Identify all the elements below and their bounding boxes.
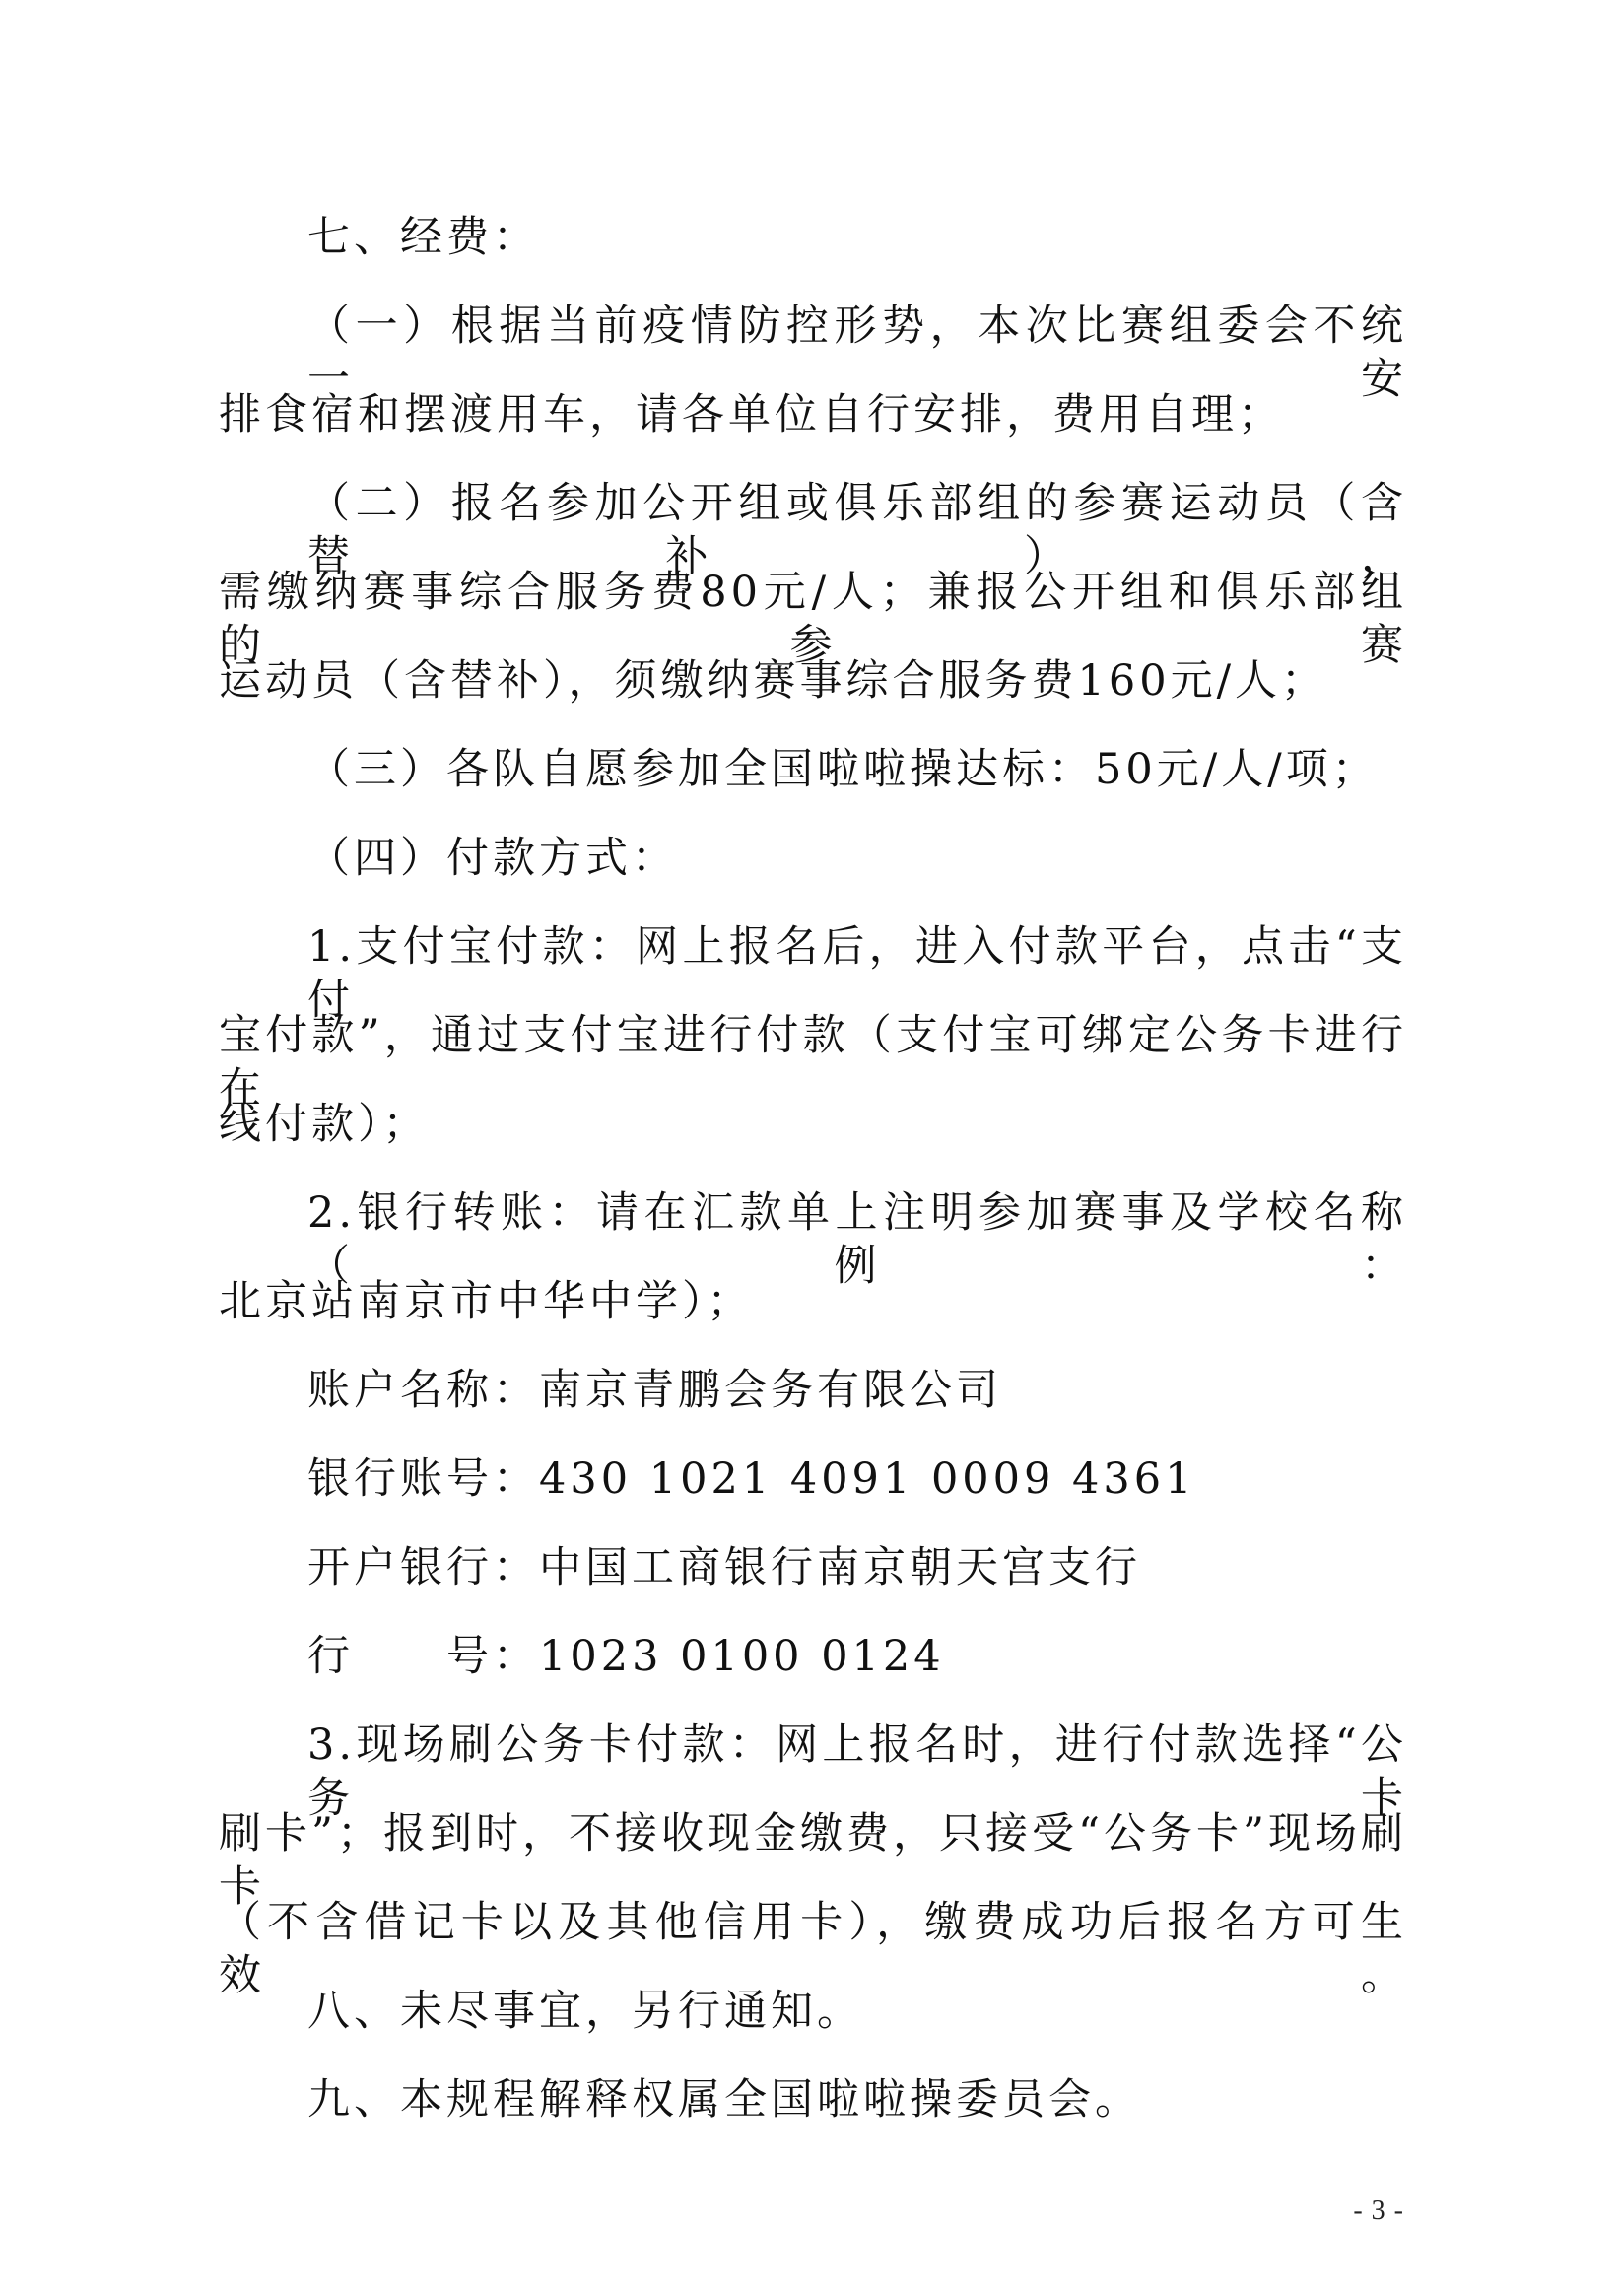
- page-number: - 3 -: [1353, 2195, 1404, 2226]
- paragraph-line: （四）付款方式：: [307, 834, 678, 883]
- bank-name-line: 开户银行：中国工商银行南京朝天宫支行: [307, 1543, 1141, 1592]
- payment-method-line: 2.银行转账：请在汇款单上注明参加赛事及学校名称（例：: [307, 1188, 1407, 1291]
- paragraph-line: （二）报名参加公开组或俱乐部组的参赛运动员（含替补），: [307, 479, 1407, 581]
- payment-method-line: 北京站南京市中华中学）；: [219, 1277, 754, 1326]
- bank-code-line: 行 号：1023 0100 0124: [307, 1632, 945, 1681]
- paragraph-line: 排食宿和摆渡用车，请各单位自行安排，费用自理；: [219, 390, 1284, 439]
- paragraph-line: （三）各队自愿参加全国啦啦操达标：50元/人/项；: [307, 745, 1379, 794]
- payment-method-line: 线付款）；: [219, 1100, 430, 1149]
- payment-method-line: 1.支付宝付款：网上报名后，进入付款平台，点击“支付: [307, 922, 1407, 1025]
- payment-method-line: 刷卡”；报到时，不接收现金缴费，只接受“公务卡”现场刷卡: [219, 1809, 1407, 1912]
- paragraph-line: （一）根据当前疫情防控形势，本次比赛组委会不统一安: [307, 302, 1407, 404]
- section-heading-other-matters: 八、未尽事宜，另行通知。: [307, 1987, 863, 2036]
- account-number-line: 银行账号：430 1021 4091 0009 4361: [307, 1454, 1196, 1504]
- section-heading-funding: 七、经费：: [307, 213, 539, 262]
- paragraph-line: 需缴纳赛事综合服务费80元/人；兼报公开组和俱乐部组的参赛: [219, 568, 1407, 670]
- section-heading-interpretation: 九、本规程解释权属全国啦啦操委员会。: [307, 2075, 1141, 2125]
- payment-method-line: （不含借记卡以及其他信用卡），缴费成功后报名方可生效。: [219, 1898, 1407, 2000]
- account-name-line: 账户名称：南京青鹏会务有限公司: [307, 1366, 1002, 1415]
- payment-method-line: 3.现场刷公务卡付款：网上报名时，进行付款选择“公务卡: [307, 1721, 1407, 1823]
- payment-method-line: 宝付款”，通过支付宝进行付款（支付宝可绑定公务卡进行在: [219, 1011, 1407, 1114]
- paragraph-line: 运动员（含替补），须缴纳赛事综合服务费160元/人；: [219, 656, 1328, 706]
